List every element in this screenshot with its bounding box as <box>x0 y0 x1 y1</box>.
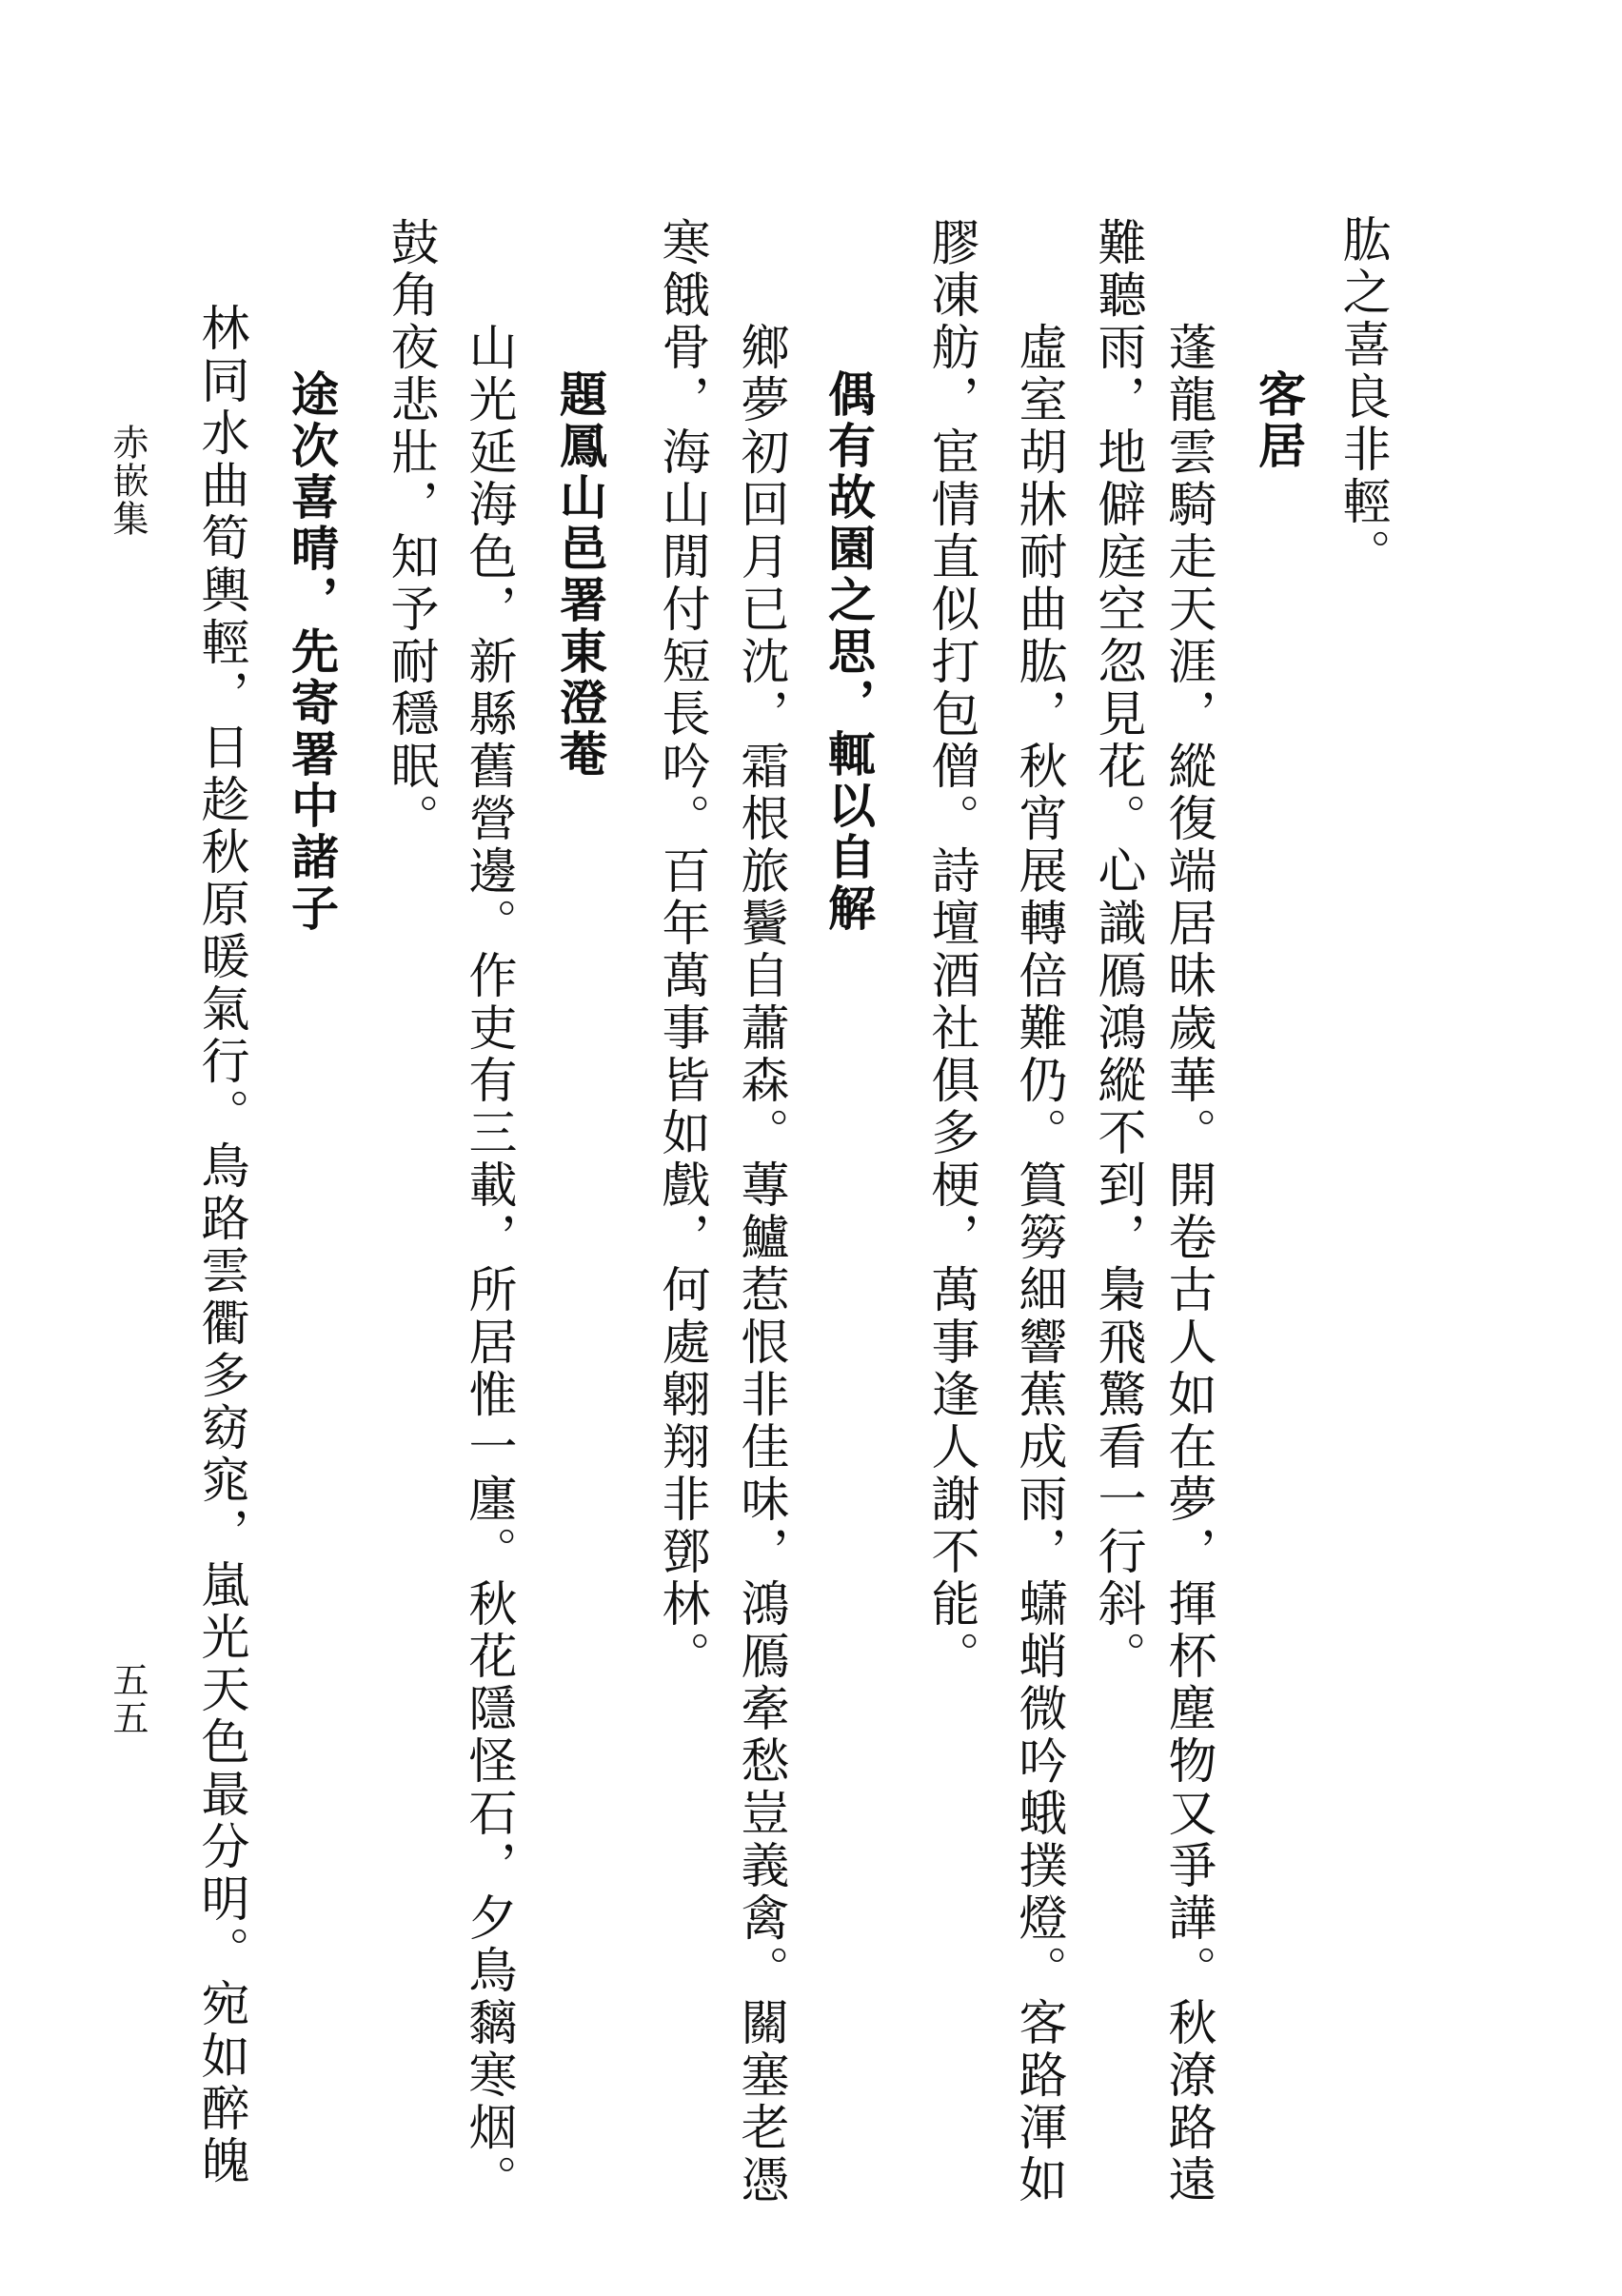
text-column-3: 蓬龍雲騎走天涯，縱復端居昧歲華。開卷古人如在夢，揮杯塵物又爭譁。秋潦路遠 <box>1159 322 1216 2207</box>
text-column-4: 難聽雨，地僻庭空忽見花。心識鴈鴻縱不到，梟飛驚看一行斜。 <box>1089 217 1145 1683</box>
text-column-11: 山光延海色，新縣舊營邊。作吏有三載，所居惟一廛。秋花隱怪石，夕鳥黐寒烟。 <box>460 322 516 2207</box>
text-column-9: 寒餓骨，海山閒付短長吟。百年萬事皆如戲，何處翺翔非鄧林。 <box>653 217 709 1683</box>
text-column-6: 膠凍舫，宦情直似打包僧。詩壇酒社俱多梗，萬事逢人謝不能。 <box>922 217 979 1683</box>
text-column-12: 鼓角夜悲壯，知予耐穩眠。 <box>382 217 438 845</box>
book-title-footer: 赤嵌集 <box>107 424 148 538</box>
page-number: 五五 <box>107 1661 148 1737</box>
poem-title-keju: 客居 <box>1251 369 1306 472</box>
poem-title-guyuan: 偶有故園之思，輒以自解 <box>821 369 876 935</box>
text-column-1: 肱之喜良非輕。 <box>1334 214 1390 581</box>
poem-title-fengshan: 題鳳山邑署東澄菴 <box>552 369 607 781</box>
poem-title-tuci: 途次喜晴，先寄署中諸子 <box>284 369 339 935</box>
text-column-14: 林同水曲筍輿輕，日趁秋原暖氣行。鳥路雲衢多窈窕，嵐光天色最分明。宛如醉魄 <box>192 303 248 2187</box>
text-column-5: 虛室胡牀耐曲肱，秋宵展轉倍難仍。篔簩細響蕉成雨，蟏蛸微吟蛾撲燈。客路渾如 <box>1010 322 1066 2207</box>
text-column-8: 鄉夢初回月已沈，霜根旅鬢自蕭森。蓴鱸惹恨非佳味，鴻鴈牽愁豈義禽。關塞老憑 <box>732 322 788 2207</box>
